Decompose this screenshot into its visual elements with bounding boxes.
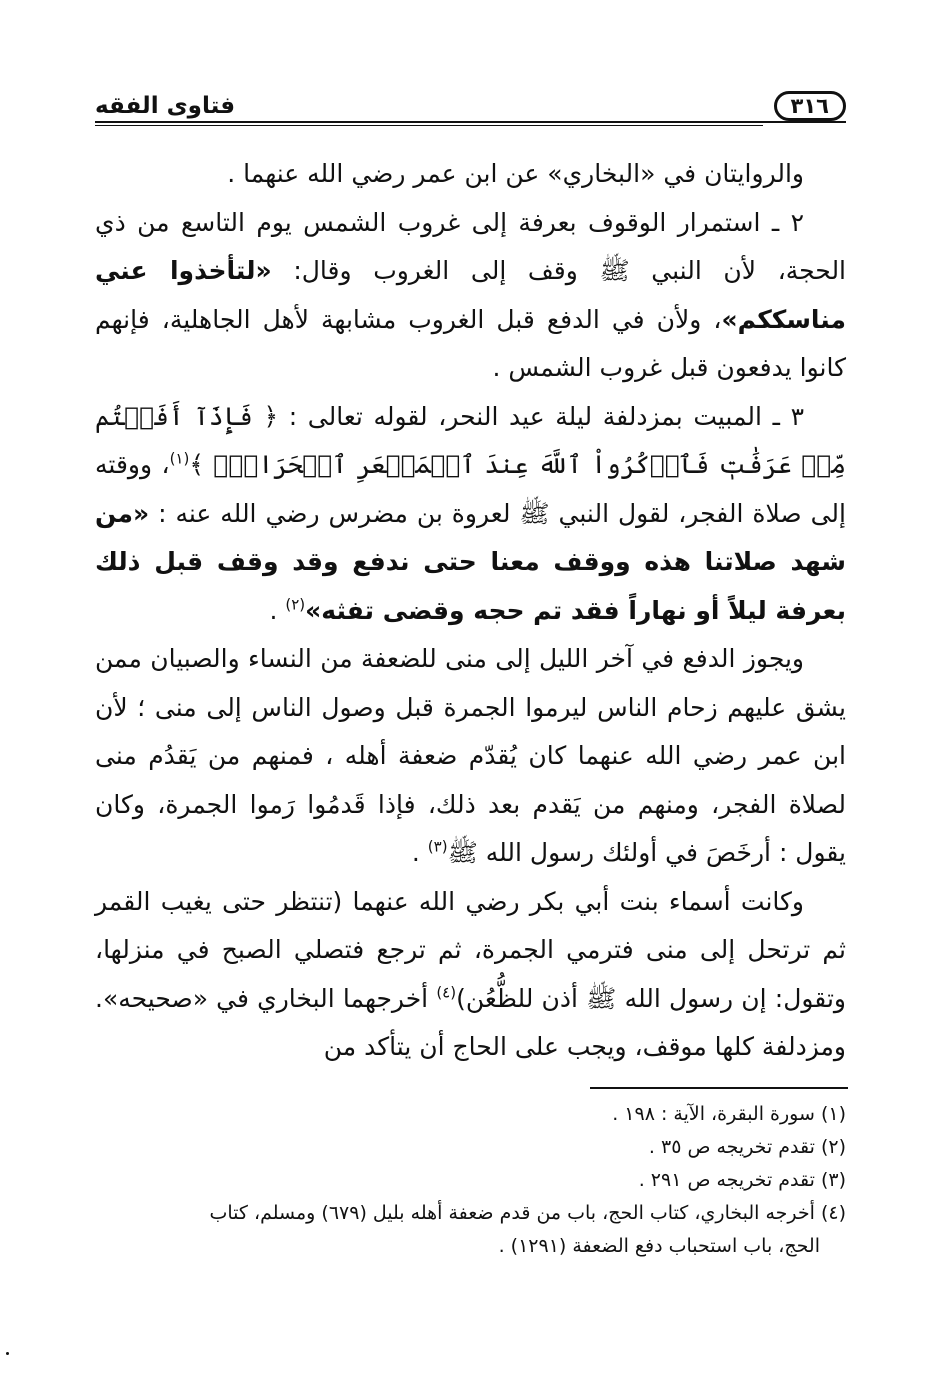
footnotes	[95, 1098, 846, 1263]
footnote-ref-4[interactable]: (٤)	[436, 983, 457, 1002]
footnote-ref-1[interactable]: (١)	[169, 449, 190, 468]
quran-verse: ﴿ فَإِذَآ أَفَضۡتُم مِّنۡ عَرَفَٰتٖ فَٱذۡكُرُواْ ٱللَّهَ عِندَ ٱلۡمَشۡعَرِ ٱلۡحَرَامِۖ ﴾	[95, 401, 846, 479]
footnote-ref-3[interactable]: (٣)	[427, 837, 448, 856]
footnote-4-continued: الحج، باب استحباب دفع الضعفة (١٢٩١) .	[498, 1235, 820, 1257]
header-rule-thin	[95, 125, 763, 126]
footnote-separator	[590, 1087, 848, 1089]
hadith-quote-2: «من شهد صلاتنا هذه ووقف معنا حتى ندفع وقد وقف قبل ذلك بعرفة ليلاً أو نهاراً فقد تم حجه وقضى تفثه»	[95, 498, 846, 625]
running-title: فتاوى الفقه	[95, 93, 236, 119]
hadith-quote-1: «لتأخذوا عني مناسككم»	[95, 256, 846, 334]
footnote-1: (١) سورة البقرة، الآية : ١٩٨ .	[612, 1103, 846, 1125]
paragraph-2: ٢ ـ استمرار الوقوف بعرفة إلى غروب الشمس يوم التاسع من ذي الحجة، لأن النبي ﷺ وقف إلى الغروب وقال: «لتأخذوا عني مناسككم»، ولأن في الدفع قبل الغروب مشابهة لأهل الجاهلية، فإنهم كانوا يدفعون قبل غروب الشمس .	[95, 207, 847, 382]
page-header	[95, 92, 846, 120]
footnote-3: (٣) تقدم تخريجه ص ٢٩١ .	[638, 1169, 846, 1191]
header-rule	[95, 121, 846, 123]
paragraph-1: والروايتان في «البخاري» عن ابن عمر رضي الله عنهما .	[227, 159, 804, 188]
footnote-ref-2[interactable]: (٢)	[285, 595, 306, 614]
main-text	[95, 150, 846, 1072]
paragraph-4: ويجوز الدفع في آخر الليل إلى منى للضعفة من النساء والصبيان ممن يشق عليهم زحام الناس ليرموا الجمرة قبل وصول الناس إلى منى ؛ لأن ابن عمر رضي الله عنهما كان يُقدّم ضعفة أهله ، فمنهم من يَقدُم منى لصلاة الفجر، ومنهم من يَقدم بعد ذلك، فإذا قَدمُوا رَموا الجمرة، وكان يقول : أرخَصَ في أولئك رسول الله ﷺ$^{(٣)}$ .	[95, 644, 846, 867]
page-number: ٣١٦	[774, 91, 846, 121]
scan-speck	[6, 1352, 9, 1355]
footnote-4: (٤) أخرجه البخاري، كتاب الحج، باب من قدم ضعفة أهله بليل (٦٧٩) ومسلم، كتاب	[209, 1202, 846, 1224]
paragraph-3: ٣ ـ المبيت بمزدلفة ليلة عيد النحر، لقوله تعالى : ﴿ فَإِذَآ أَفَضۡتُم مِّنۡ عَرَفَٰتٖ فَٱذۡكُرُواْ ٱللَّهَ عِندَ ٱلۡمَشۡعَرِ ٱلۡحَرَامِۖ ﴾$^{(١)}$، ووقته إلى صلاة الفجر، لقول النبي ﷺ لعروة بن مضرس رضي الله عنه : «من شهد صلاتنا هذه ووقف معنا حتى ندفع وقد وقف قبل ذلك بعرفة ليلاً أو نهاراً فقد تم حجه وقضى تفثه»$^{(٢)}$ .	[95, 401, 846, 625]
footnote-2: (٢) تقدم تخريجه ص ٣٥ .	[648, 1136, 846, 1158]
paragraph-5: وكانت أسماء بنت أبي بكر رضي الله عنهما (تنتظر حتى يغيب القمر ثم ترتحل إلى منى فترمي الجمرة، ثم ترجع فتصلي الصبح في منزلها، وتقول: إن رسول الله ﷺ أذن للظُّعُن)$^{(٤)}$ أخرجهما البخاري في «صحيحه». ومزدلفة كلها موقف، ويجب على الحاج أن يتأكد من	[95, 886, 846, 1061]
